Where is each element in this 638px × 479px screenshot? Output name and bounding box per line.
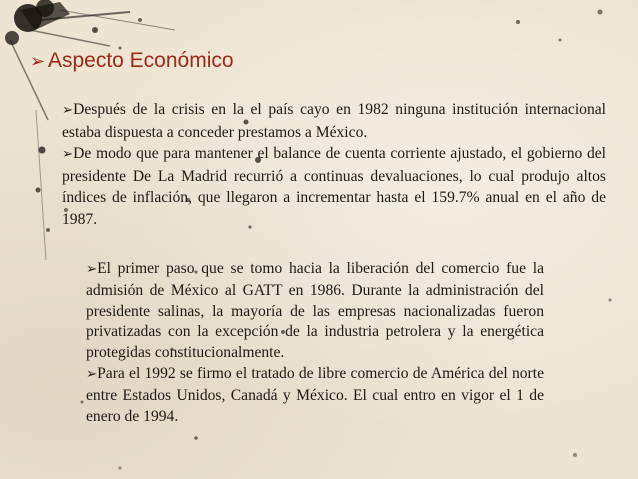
paragraph-nafta [86,364,544,427]
trade-liberalization-block [86,259,544,427]
arrow-bullet-icon: ➢ [86,262,98,277]
slide-title-text: Aspecto Económico [47,49,234,72]
paragraph-crisis-1982 [62,99,606,143]
arrow-bullet-icon: ➢ [62,147,74,162]
paragraph-text: El primer paso que se tomo hacia la liberación del comercio fue la admisión de México al GATT en 1986. Durante la administración del presidente salinas, la mayoría de las empresas nacionalizadas fueron privatizadas con la excepción de la industria petrolera y la energética protegidas constitucionalmente. [86,260,544,362]
slide-title [30,49,234,73]
arrow-bullet-icon: ➢ [30,51,45,72]
paragraph-text: De modo que para mantener el balance de cuenta corriente ajustado, el gobierno del presidente De La Madrid recurrió a continuas devaluaciones, lo cual produjo altos índices de inflación, que llegaron a incrementar hasta el 159.7% anual en el año de 1987. [62,145,606,228]
paragraph-gatt [86,259,544,364]
paragraph-devaluations [62,143,606,230]
arrow-bullet-icon: ➢ [62,103,74,118]
economic-paragraphs-block [62,99,606,230]
arrow-bullet-icon: ➢ [86,366,98,382]
paragraph-text: Para el 1992 se firmo el tratado de libre comercio de América del norte entre Estados Unidos, Canadá y México. El cual entro en vigor el 1 de enero de 1994. [86,364,544,425]
paragraph-text: Después de la crisis en la el país cayo en 1982 ninguna institución internacional estaba dispuesta a conceder prestamos a México. [62,101,606,141]
